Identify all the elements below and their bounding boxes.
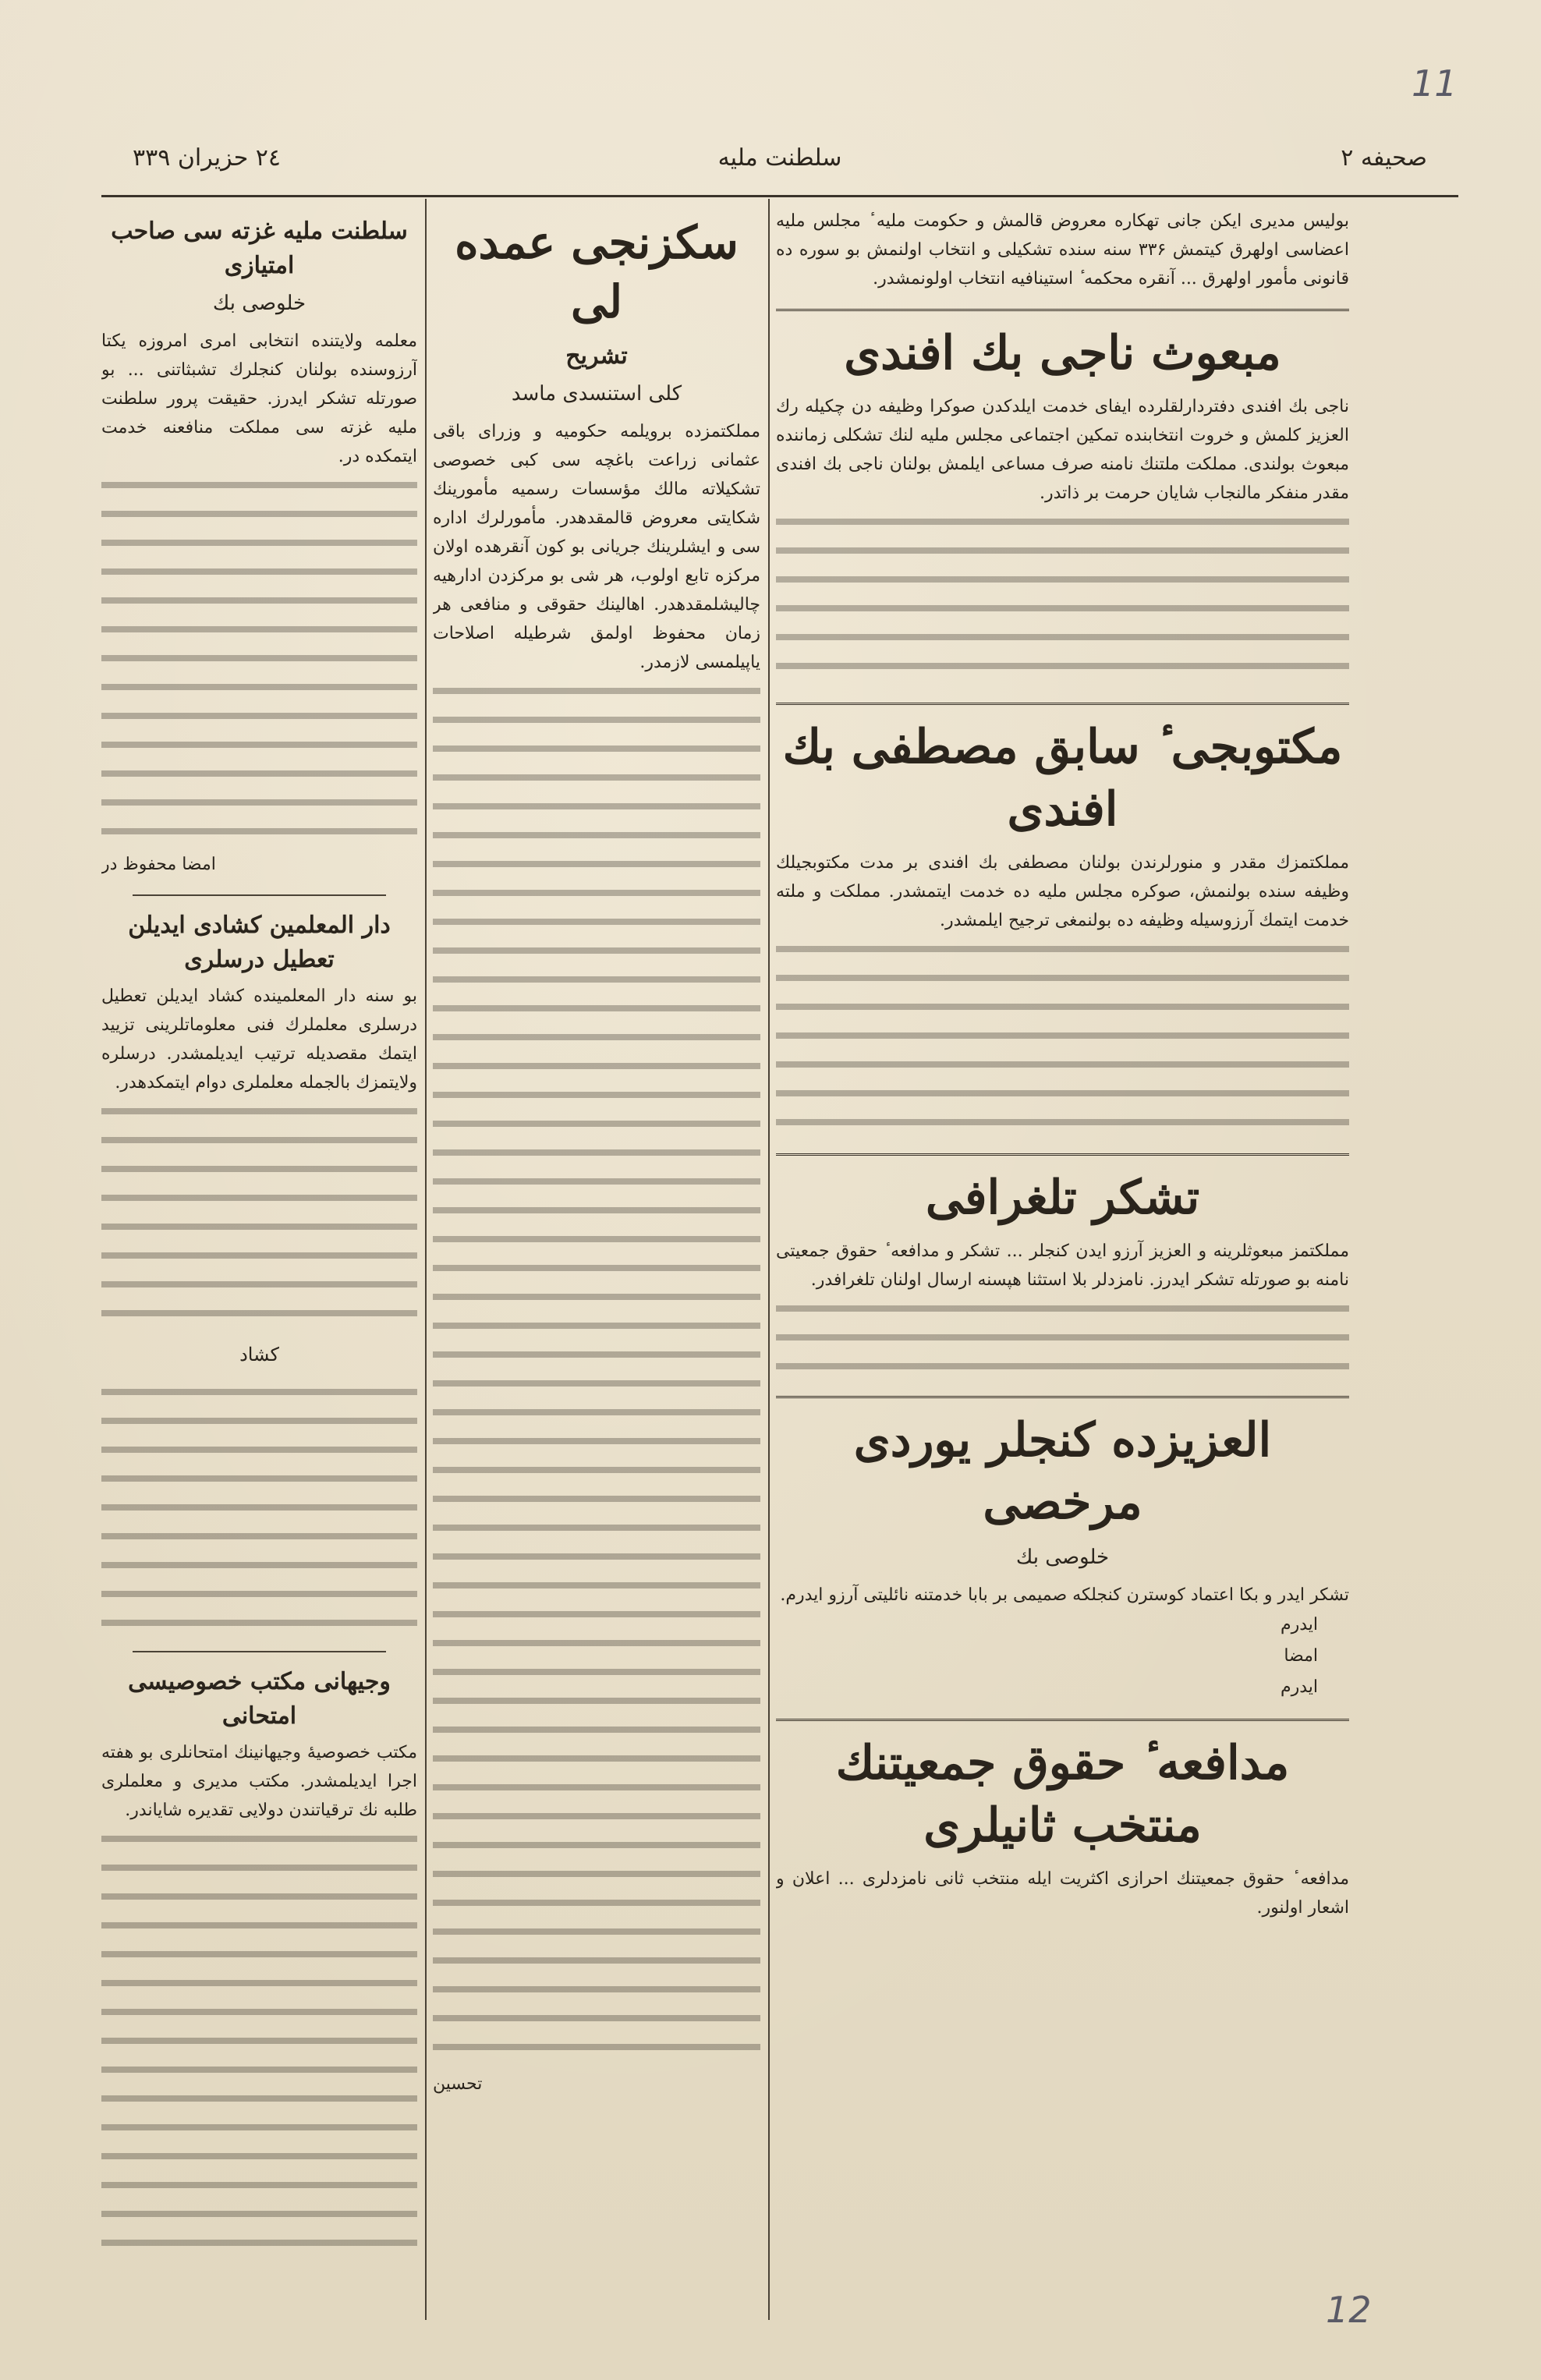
illegible-text-block xyxy=(776,1294,1349,1380)
article-title: دار المعلمین کشادی ایدیلن تعطیل درسلری xyxy=(128,912,391,973)
article-title: العزیزده کنجلر یوردی مرخصی xyxy=(776,1396,1349,1534)
article-body: مملکتمز مبعوثلرینه و العزیز آرزو ایدن کنجلر ... تشکر و مدافعه ٔ حقوق جمعیتی نامنه بو صورتله تشکر ایدرز. نامزدلر بلا استثنا هپسنه ارسال اولنان تلغرافدر. xyxy=(776,1241,1349,1290)
signature-list xyxy=(776,1610,1349,1703)
issue-date: ٢٤ حزيران ٣٣٩ xyxy=(133,144,282,172)
article-title: وجیهانی مکتب خصوصیسی امتحانی xyxy=(128,1668,391,1730)
illegible-text-block xyxy=(776,935,1349,1138)
intro-article xyxy=(776,207,1349,293)
page-label: صحيفه ٢ xyxy=(1341,144,1427,172)
article-thanks-telegram xyxy=(776,1153,1349,1380)
article-body: معلمه ولایتنده انتخابی امری امروزه یکتا آرزوسنده بولنان کنجلرك تشبثاتنی ... بو صورتله تشکر ایدرز. حقیقت پرور سلطنت ملیه غزته سی مملکت منافعنه خدمت ایتمکده در. xyxy=(101,331,417,466)
paper-name: سلطنت مليه xyxy=(717,144,842,172)
article-byline: کلی استنسدی ماسد xyxy=(511,382,682,406)
article-title: مدافعه ٔ حقوق جمعیتنك منتخب ثانیلری xyxy=(776,1719,1349,1857)
illegible-text-block xyxy=(101,1097,417,1331)
article-title: تشکر تلغرافی xyxy=(776,1153,1349,1229)
illegible-text-block xyxy=(101,471,417,845)
middle-column xyxy=(433,207,760,2312)
article-body: مملکتمزك مقدر و منورلرندن بولنان مصطفی بك افندی بر مدت مکتوبجیلك وظیفه سنده بولنمش، صوکره مجلس ملیه ده خدمت ایتمشدر. مملکت و ملته خدمت ایتمك آرزوسیله وظیفه ده بولنمغی ترجیح ایلمشدر. xyxy=(776,853,1349,930)
article-byline: خلوصی بك xyxy=(212,292,306,315)
signature-label: ایدرم xyxy=(1280,1615,1318,1634)
article-publisher-thanks xyxy=(101,214,417,879)
article-school-exam xyxy=(101,1665,417,2261)
illegible-text-block xyxy=(776,508,1349,687)
article-title: مکتوبجی ٔ سابق مصطفی بك افندی xyxy=(776,703,1349,841)
article-teacher-courses xyxy=(101,908,417,1635)
signature-label: امضا xyxy=(1284,1646,1318,1666)
illegible-text-block xyxy=(433,677,760,2065)
article-defense-candidates xyxy=(776,1719,1349,1922)
article-title: سکزنجی عمده لی xyxy=(455,216,739,328)
article-body: بو سنه دار المعلمینده کشاد ایدیلن تعطیل درسلری معلملرك فنی معلوماتلرینی تزیید ایتمك مقصدیله ترتیب ایدیلمشدر. درسلره ولایتمزك بالجمله معلملری دوام ایتمکدهدر. xyxy=(101,986,417,1093)
article-byline: خلوصی بك xyxy=(1015,1546,1110,1569)
article-body: ناجی بك افندی دفتردارلقلرده ایفای خدمت ایلدکدن صوکرا وظیفه دن چکیله رك العزیز کلمش و خروت انتخابنده تمکین اجتماعی مجلس ملیه لنك تشکلی زماننده مبعوث بولندی. مملکت ملتنك نامنه صرف مساعی ایلمش بولنان ناجی بك افندی مقدر منفکر مالنجاب شایان حرمت بر ذاتدر. xyxy=(776,397,1349,503)
section-label: کشاد xyxy=(239,1344,279,1365)
archive-page-number-top: 11 xyxy=(1412,62,1458,104)
intro-text: بولیس مدیری ایکن جانی تهکاره معروض قالمش و حکومت ملیه ٔ مجلس ملیه اعضاسی اولهرق کیتمش ۳۳۶ سنه سنده تشکیلی و انتخاب اولنمش بو سوره ده قانونی مأمور اولهرق ... آنقره محکمه ٔ استینافیه انتخاب اولونمشدر. xyxy=(776,211,1349,289)
signature-label: ایدرم xyxy=(1280,1677,1318,1697)
article-body: مدافعه ٔ حقوق جمعیتنك احرازی اکثریت ایله منتخب ثانی نامزدلری ... اعلان و اشعار اولنور. xyxy=(776,1869,1349,1918)
illegible-text-block xyxy=(101,1825,417,2261)
column-divider-left xyxy=(425,199,427,2320)
column-divider-right xyxy=(768,199,770,2320)
article-separator xyxy=(133,894,386,896)
article-title: سلطنت ملیه غزته سی صاحب امتیازی xyxy=(111,218,408,279)
right-column xyxy=(776,207,1349,2312)
archive-page-number-bottom: 12 xyxy=(1326,2289,1372,2331)
article-youth-home xyxy=(776,1396,1349,1703)
article-body: مملکتمزده برویلمه حکومیه و وزرای باقی عثمانی زراعت باغچه سی کبی خصوصی تشکیلاته مالك مؤسسات رسمیه مأمورینك شکایتی معروض قالمقدهدر. مأمورلرك اداره سی و ایشلرینك جریانی بو کون آنقرهده اولان مرکزه تابع اولوب، هر شی بو مرکزدن ادارهیه چالیشلمقدهدر. اهالینك حقوقی و منافعی هر زمان محفوظ اولمق شرطیله اصلاحات یاپیلمسی لازمدر. xyxy=(433,422,760,672)
article-mustafa-bey xyxy=(776,703,1349,1138)
illegible-text-block xyxy=(101,1378,417,1635)
article-separator xyxy=(133,1651,386,1652)
article-body: مکتب خصوصیهٔ وجیهانینك امتحانلری بو هفته اجرا ایدیلمشدر. مکتب مدیری و معلملری طلبه نك ترقیاتندن دولایی تقدیره شایاندر. xyxy=(101,1743,417,1820)
article-body: تشکر ایدر و بکا اعتماد کوسترن کنجلکه صمیمی بر بابا خدمتنه نائلیتی آرزو ایدرم. xyxy=(780,1585,1349,1605)
article-signature: تحسین xyxy=(433,2074,483,2094)
left-column xyxy=(101,207,417,2312)
article-subtitle: تشریح xyxy=(565,342,628,370)
article-naji-bey xyxy=(776,309,1349,687)
article-signature: امضا محفوظ در xyxy=(101,855,216,874)
article-title: مبعوث ناجی بك افندی xyxy=(776,309,1349,384)
newspaper-header xyxy=(101,129,1458,197)
